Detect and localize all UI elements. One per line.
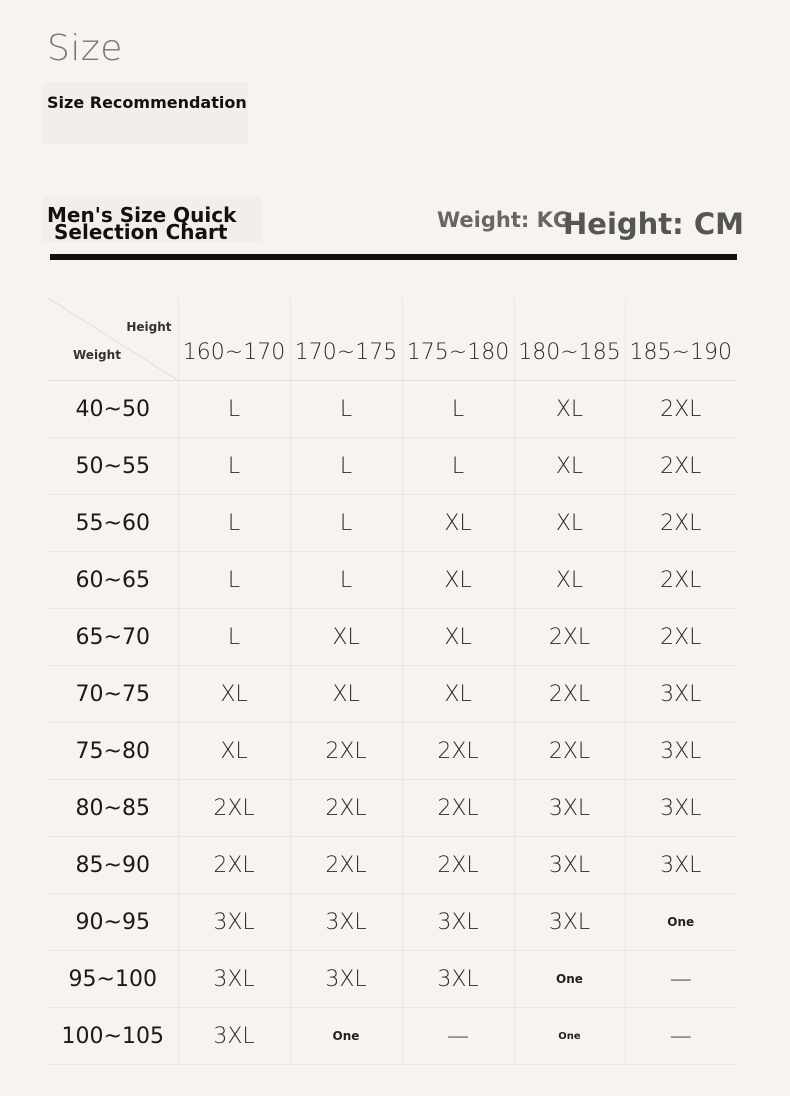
size-cell: L <box>402 438 514 495</box>
table-row <box>48 837 736 894</box>
size-cell: 2XL <box>290 723 402 780</box>
size-cell: 2XL <box>625 438 736 495</box>
recommendation-panel <box>43 82 248 144</box>
table-row <box>48 1008 736 1065</box>
table-row <box>48 723 736 780</box>
size-cell: 2XL <box>514 666 625 723</box>
size-cell: 2XL <box>625 609 736 666</box>
size-cell: 3XL <box>178 894 290 951</box>
weight-cell: 40~50 <box>48 381 178 438</box>
size-cell: L <box>178 495 290 552</box>
weight-cell: 60~65 <box>48 552 178 609</box>
weight-cell: 65~70 <box>48 609 178 666</box>
weight-cell: 90~95 <box>48 894 178 951</box>
size-cell: XL <box>402 552 514 609</box>
table-row <box>48 438 736 495</box>
size-cell: 2XL <box>178 837 290 894</box>
size-cell: One <box>514 1008 625 1065</box>
size-cell: 3XL <box>402 951 514 1008</box>
table-header-row <box>48 298 736 381</box>
size-cell: XL <box>514 495 625 552</box>
weight-cell: 95~100 <box>48 951 178 1008</box>
corner-weight-label: Weight <box>73 348 121 362</box>
size-cell: 3XL <box>178 1008 290 1065</box>
height-column-header: 170~175 <box>290 298 402 381</box>
size-cell: XL <box>290 609 402 666</box>
size-cell: 2XL <box>402 723 514 780</box>
size-cell: 2XL <box>178 780 290 837</box>
weight-cell: 70~75 <box>48 666 178 723</box>
table-row <box>48 780 736 837</box>
size-cell: XL <box>514 381 625 438</box>
size-cell: — <box>402 1008 514 1065</box>
size-cell: 3XL <box>178 951 290 1008</box>
chart-title-line1: Men's Size Quick <box>47 203 237 227</box>
table-row <box>48 495 736 552</box>
weight-cell: 85~90 <box>48 837 178 894</box>
corner-height-label: Height <box>126 320 172 334</box>
size-cell: One <box>625 894 736 951</box>
size-cell: 3XL <box>625 780 736 837</box>
height-column-header: 180~185 <box>514 298 625 381</box>
weight-cell: 50~55 <box>48 438 178 495</box>
chart-title <box>47 203 237 244</box>
chart-title-line2: Selection Chart <box>54 220 228 244</box>
size-cell: — <box>625 951 736 1008</box>
size-cell: 2XL <box>290 837 402 894</box>
size-cell: XL <box>290 666 402 723</box>
size-cell: L <box>178 552 290 609</box>
corner-diagonal <box>48 298 178 380</box>
size-cell: XL <box>402 666 514 723</box>
size-cell: L <box>178 438 290 495</box>
size-cell: XL <box>402 495 514 552</box>
weight-cell: 75~80 <box>48 723 178 780</box>
size-cell: XL <box>178 666 290 723</box>
size-cell: XL <box>402 609 514 666</box>
height-column-header: 185~190 <box>625 298 736 381</box>
height-unit-label: Height: CM <box>563 207 744 241</box>
size-cell: 3XL <box>625 666 736 723</box>
size-cell: XL <box>514 552 625 609</box>
size-cell: L <box>178 609 290 666</box>
page-title: Size <box>47 28 123 69</box>
table-row <box>48 894 736 951</box>
size-cell: 2XL <box>625 381 736 438</box>
size-cell: 3XL <box>514 894 625 951</box>
header-divider <box>50 254 737 260</box>
size-cell: 2XL <box>514 609 625 666</box>
size-cell: 3XL <box>514 780 625 837</box>
size-cell: XL <box>514 438 625 495</box>
table-row <box>48 609 736 666</box>
weight-cell: 80~85 <box>48 780 178 837</box>
size-cell: 3XL <box>625 837 736 894</box>
weight-cell: 100~105 <box>48 1008 178 1065</box>
size-cell: L <box>290 495 402 552</box>
size-cell: 2XL <box>625 552 736 609</box>
size-cell: One <box>290 1008 402 1065</box>
size-cell: XL <box>178 723 290 780</box>
size-cell: 2XL <box>402 780 514 837</box>
table-row <box>48 552 736 609</box>
table-row <box>48 381 736 438</box>
size-cell: L <box>290 381 402 438</box>
size-cell: L <box>402 381 514 438</box>
size-cell: 2XL <box>290 780 402 837</box>
size-cell: 3XL <box>290 894 402 951</box>
size-cell: 3XL <box>402 894 514 951</box>
size-cell: One <box>514 951 625 1008</box>
size-cell: 3XL <box>625 723 736 780</box>
size-cell: L <box>290 438 402 495</box>
size-cell: 2XL <box>514 723 625 780</box>
size-chart-table <box>48 298 736 1065</box>
size-recommendation-label: Size Recommendation <box>47 93 247 112</box>
weight-cell: 55~60 <box>48 495 178 552</box>
size-cell: L <box>290 552 402 609</box>
size-cell: — <box>625 1008 736 1065</box>
size-cell: 3XL <box>514 837 625 894</box>
height-column-header: 160~170 <box>178 298 290 381</box>
size-cell: L <box>178 381 290 438</box>
size-cell: 3XL <box>290 951 402 1008</box>
size-cell: 2XL <box>625 495 736 552</box>
size-cell: 2XL <box>402 837 514 894</box>
table-row <box>48 951 736 1008</box>
corner-cell <box>48 298 178 381</box>
table-row <box>48 666 736 723</box>
height-column-header: 175~180 <box>402 298 514 381</box>
weight-unit-label: Weight: KG <box>437 208 571 232</box>
